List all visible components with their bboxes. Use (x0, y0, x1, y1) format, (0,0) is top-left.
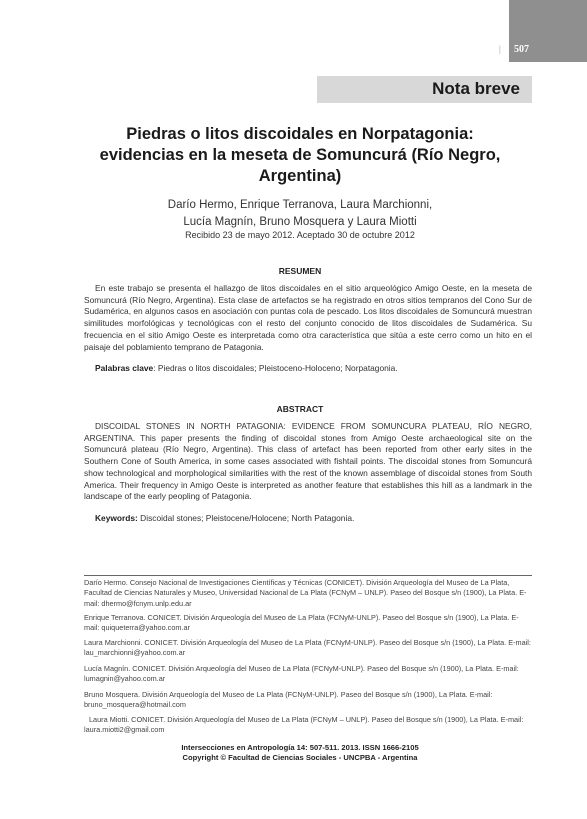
page-number-separator: | (499, 44, 501, 54)
author-line: Lucía Magnín, Bruno Mosquera y Laura Miotti (183, 216, 417, 228)
keywords-text: Discoidal stones; Pleistocene/Holocene; North Patagonia. (137, 513, 355, 523)
title-line: Piedras o litos discoidales en Norpatagonia: (126, 125, 474, 143)
keywords-label: Keywords: (95, 513, 138, 523)
section-label: Nota breve (432, 79, 520, 98)
keywords-label: Palabras clave (95, 363, 154, 373)
title-line: Argentina) (258, 167, 342, 185)
resumen-text: En este trabajo se presenta el hallazgo de litos discoidales en el sitio arqueológico Amigo Oeste, en la meseta de Somuncurá (Río Negro, Argentina). Esta clase de artefactos se ha registrado en otros sitios tempranos del Cono Sur de Sudamérica, en algunos casos en asociación con puntas cola de pescado. Los litos discoidales de Somuncurá muestran similitudes morfológicas y tecnológicas con el resto del conjunto conocido de litos discoidales de Sudamérica. Su frecuencia en el sitio Amigo Oeste es interpretada como otra característica que sitúa a este cerro como un hito en el paisaje del poblamiento temprano de Patagonia. (84, 283, 532, 352)
abstract-text: DISCOIDAL STONES IN NORTH PATAGONIA: EVIDENCE FROM SOMUNCURA PLATEAU, RÍO NEGRO, ARGENTINA. This paper presents the finding of discoidal stones from Amigo Oeste archaeological site on the Somuncurá plateau (Río Negro, Argentina). This class of artefact has been reported from other early sites in the Southern Cone of South America, in some cases associated with fishtail points. The discoidal stones from Somuncurá show technological and morphological similarities with the rest of the known assemblage of discoidal stones from South America. Their frequency in Amigo Oeste is interpreted as another feature that establishes this hill as a landmark in the landscape of the early peopling of Patagonia. (84, 421, 532, 502)
author-line: Darío Hermo, Enrique Terranova, Laura Marchionni, (167, 199, 433, 211)
section-banner (317, 76, 532, 103)
copyright-line: Copyright © Facultad de Ciencias Sociales - UNCPBA - Argentina (182, 753, 418, 762)
keywords-text: : Piedras o litos discoidales; Pleistoceno-Holoceno; Norpatagonia. (153, 363, 398, 373)
affiliation-note: Darío Hermo. Consejo Nacional de Investigaciones Científicas y Técnicas (CONICET). División Arqueología del Museo de La Plata, Facultad de Ciencias Naturales y Museo, Universidad Nacional de La Plata (FCNyM – UNLP). Paseo del Bosque s/n (1900), La Plata. E-mail: dhermo@fcnym.unlp.edu.ar (84, 578, 527, 608)
affiliation-note: Enrique Terranova. CONICET. División Arqueología del Museo de La Plata (FCNyM-UNLP). Paseo del Bosque s/n (1900), La Plata. E-mail: quiqueterra@yahoo.com.ar (84, 613, 519, 633)
affiliation-note: Laura Miotti. CONICET. División Arqueología del Museo de La Plata (FCNyM – UNLP). Paseo del Bosque s/n (1900), La Plata. E-mail: laura.miotti2@gmail.com (84, 715, 524, 735)
resumen-keywords (84, 363, 532, 375)
footnote-divider (84, 575, 532, 576)
abstract-keywords (84, 513, 532, 525)
resumen-heading: RESUMEN (278, 266, 322, 276)
page-number: 507 (514, 44, 529, 55)
affiliation-note: Bruno Mosquera. División Arqueología del Museo de La Plata (FCNyM-UNLP). Paseo del Bosque s/n (1900), La Plata. E-mail: bruno_mosquera@hotmail.com (84, 690, 493, 710)
author-list (60, 197, 540, 231)
received-dates: Recibido 23 de mayo 2012. Aceptado 30 de octubre 2012 (185, 230, 415, 240)
journal-citation: Intersecciones en Antropología 14: 507-511. 2013. ISSN 1666-2105 (181, 743, 419, 752)
abstract-heading: ABSTRACT (276, 404, 324, 414)
article-title (60, 124, 540, 187)
title-line: evidencias en la meseta de Somuncurá (Río Negro, (99, 146, 501, 164)
affiliation-note: Lucía Magnín. CONICET. División Arqueología del Museo de La Plata (FCNyM-UNLP). Paseo del Bosque s/n (1900), La Plata. E-mail: lumagnin@yahoo.com.ar (84, 664, 519, 684)
affiliation-note: Laura Marchionni. CONICET. División Arqueología del Museo de La Plata (FCNyM-UNLP). Paseo del Bosque s/n (1900), La Plata. E-mail: lau_marchionni@yahoo.com.ar (84, 638, 531, 658)
